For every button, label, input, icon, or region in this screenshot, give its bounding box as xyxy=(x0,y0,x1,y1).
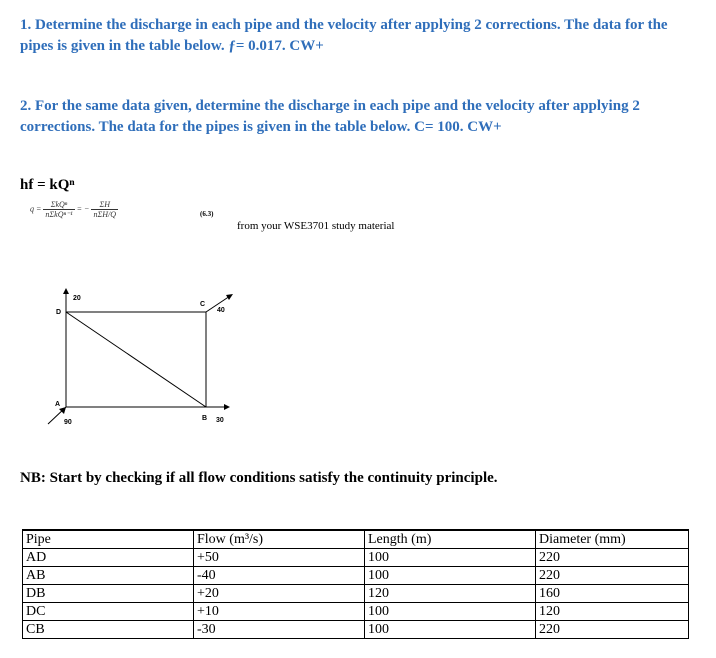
cell-flow: +20 xyxy=(194,585,365,603)
table-row xyxy=(23,621,689,639)
node-label-c: C xyxy=(200,301,206,308)
cell-diameter: 160 xyxy=(536,585,689,603)
cell-pipe: CB xyxy=(23,621,194,639)
hf-formula: hf = kQⁿ xyxy=(20,177,75,193)
nb-note: NB: Start by checking if all flow conditions satisfy the continuity principle. xyxy=(20,470,498,486)
table-row xyxy=(23,585,689,603)
fraction-1-numerator: ΣkQⁿ xyxy=(43,200,74,210)
table-header-row xyxy=(23,530,689,549)
pipe-network-diagram xyxy=(40,288,250,438)
cell-diameter: 220 xyxy=(536,567,689,585)
fraction-2-denominator: nΣH/Q xyxy=(93,210,116,219)
header-length: Length (m) xyxy=(365,530,536,549)
outflow-c-arrowhead xyxy=(226,294,233,300)
header-pipe: Pipe xyxy=(23,530,194,549)
source-note: from your WSE3701 study material xyxy=(237,220,395,232)
fraction-1-denominator: nΣkQⁿ⁻¹ xyxy=(45,210,73,219)
flow-label-a: 90 xyxy=(64,419,72,426)
cell-flow: +10 xyxy=(194,603,365,621)
cell-diameter: 220 xyxy=(536,621,689,639)
cell-diameter: 120 xyxy=(536,603,689,621)
fraction-2-numerator: ΣH xyxy=(91,200,118,210)
cell-flow: -30 xyxy=(194,621,365,639)
node-label-d: D xyxy=(56,309,62,316)
node-label-b: B xyxy=(202,415,208,422)
cell-diameter: 220 xyxy=(536,549,689,567)
table-row xyxy=(23,549,689,567)
equation-number: (6.3) xyxy=(200,210,214,218)
flow-label-b: 30 xyxy=(216,417,224,424)
cell-flow: +50 xyxy=(194,549,365,567)
flow-label-c: 40 xyxy=(217,307,225,314)
header-diameter: Diameter (mm) xyxy=(536,530,689,549)
cell-pipe: AD xyxy=(23,549,194,567)
cell-pipe: AB xyxy=(23,567,194,585)
correction-formula xyxy=(30,200,118,219)
fraction-2 xyxy=(91,200,118,219)
cell-length: 100 xyxy=(365,621,536,639)
question-2: 2. For the same data given, determine the discharge in each pipe and the velocity after applying 2 corrections. The data for the pipes is given in the table below. C= 100. CW+ xyxy=(20,98,640,135)
cell-length: 100 xyxy=(365,549,536,567)
cell-length: 100 xyxy=(365,567,536,585)
fraction-1 xyxy=(43,200,74,219)
pipe-db xyxy=(66,312,206,407)
node-label-a: A xyxy=(55,401,61,408)
outflow-b-arrowhead xyxy=(224,404,230,410)
formula-lhs: q = xyxy=(30,204,42,214)
cell-length: 120 xyxy=(365,585,536,603)
cell-length: 100 xyxy=(365,603,536,621)
inflow-d-arrowhead xyxy=(63,288,69,294)
cell-flow: -40 xyxy=(194,567,365,585)
flow-label-d: 20 xyxy=(73,295,81,302)
formula-equals: = − xyxy=(76,204,90,214)
pipe-data-table xyxy=(22,529,689,639)
cell-pipe: DC xyxy=(23,603,194,621)
header-flow: Flow (m³/s) xyxy=(194,530,365,549)
table-row xyxy=(23,603,689,621)
table-row xyxy=(23,567,689,585)
question-1: 1. Determine the discharge in each pipe and the velocity after applying 2 corrections. The data for the pipes is given in the table below. ƒ= 0.017. CW+ xyxy=(20,17,668,54)
cell-pipe: DB xyxy=(23,585,194,603)
